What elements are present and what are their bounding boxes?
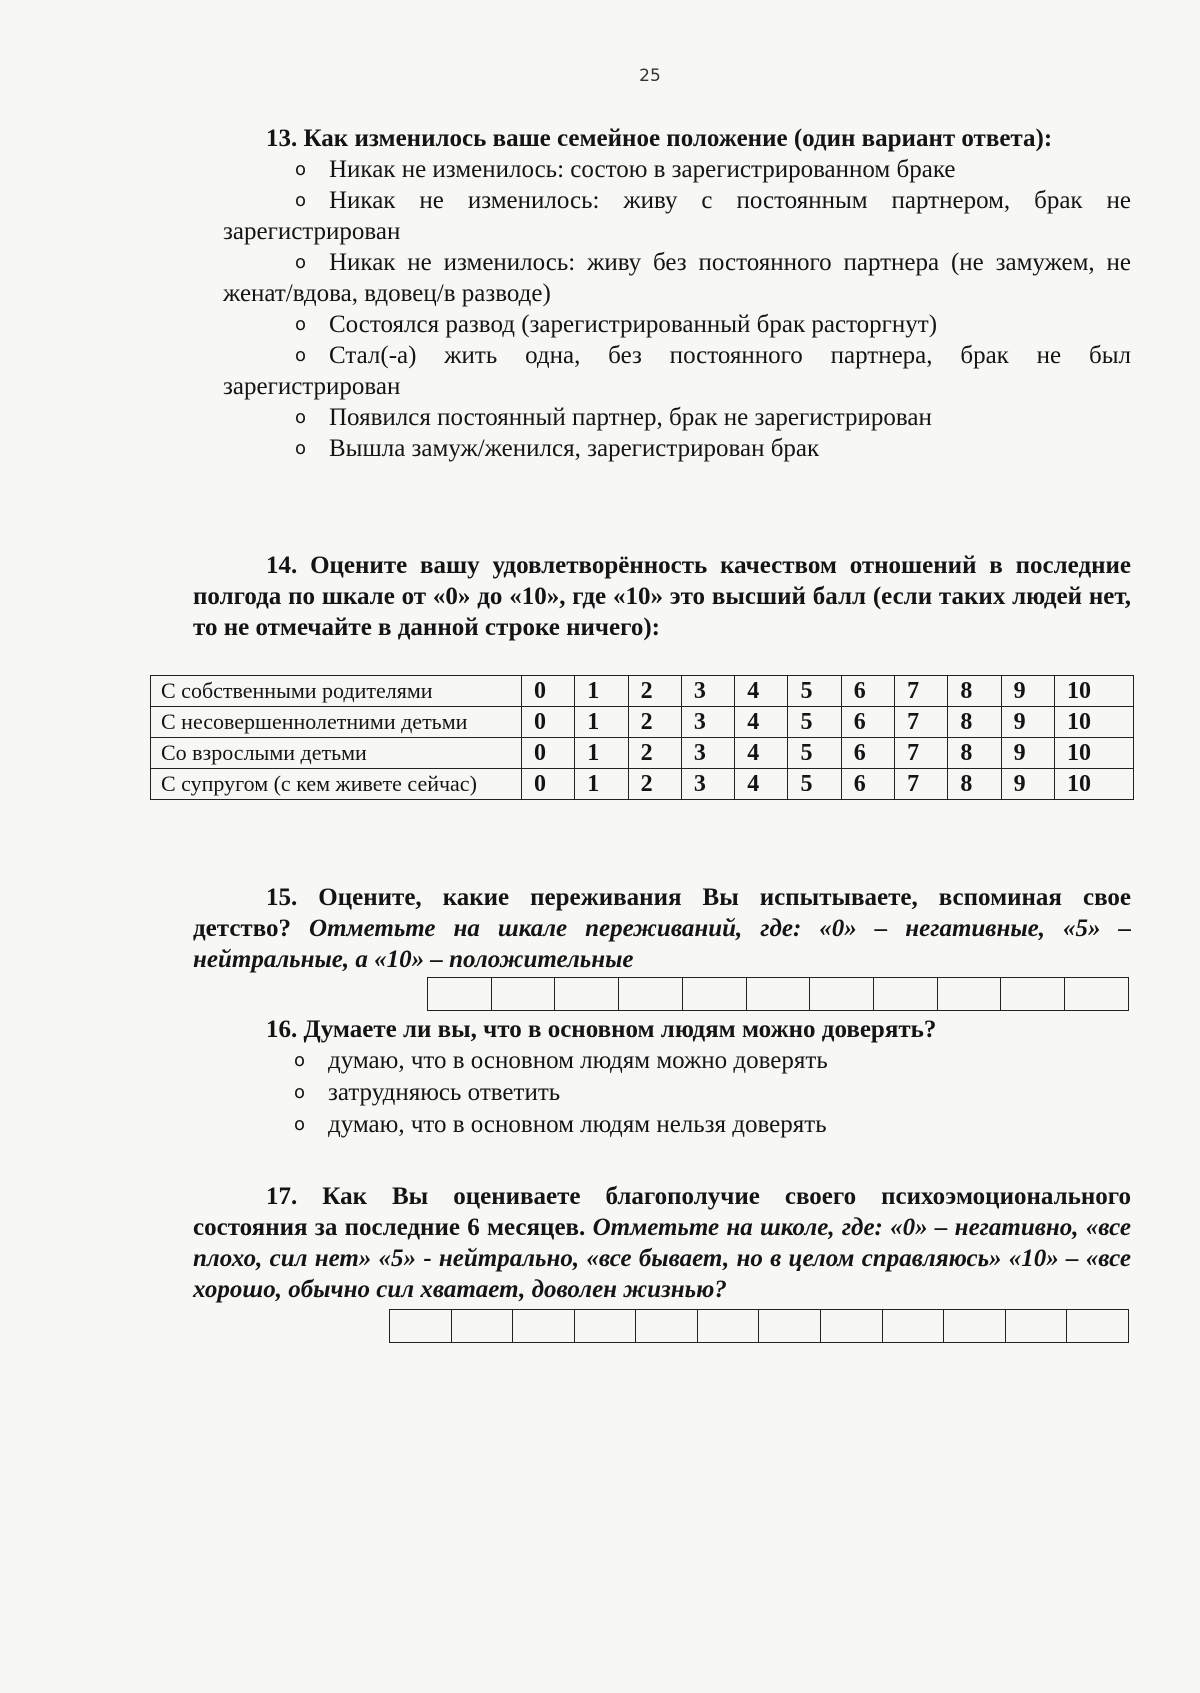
- childhood-scale-cell[interactable]: [1001, 978, 1065, 1011]
- wellbeing-scale-cell[interactable]: [821, 1310, 883, 1343]
- rating-cell-6[interactable]: 6: [841, 707, 894, 738]
- rating-cell-4[interactable]: 4: [735, 738, 788, 769]
- option-label: Стал(-а) жить одна, без постоянного партнера, брак не был зарегистрирован: [223, 342, 1131, 400]
- wellbeing-scale-cell[interactable]: [390, 1310, 452, 1343]
- option-label: Никак не изменилось: живу с постоянным партнером, брак не зарегистрирован: [223, 187, 1131, 245]
- rating-cell-0[interactable]: 0: [522, 707, 575, 738]
- rating-cell-3[interactable]: 3: [681, 676, 734, 707]
- question-17-title-italic: Отметьте на школе, где: «0» – негативно, «все плохо, сил нет» «5» - нейтрально, «все бывает, но в целом справляюсь» «10» – «все хорошо, обычно сил хватает, доволен жизнью?: [193, 1214, 1132, 1303]
- rating-row: [151, 676, 1134, 707]
- option-13-7[interactable]: [193, 433, 1131, 464]
- childhood-scale-cell[interactable]: [874, 978, 938, 1011]
- option-13-4[interactable]: [193, 309, 1131, 340]
- rating-cell-0[interactable]: 0: [522, 769, 575, 800]
- wellbeing-scale-cell[interactable]: [882, 1310, 944, 1343]
- rating-cell-6[interactable]: 6: [841, 738, 894, 769]
- option-13-5[interactable]: [193, 340, 1131, 402]
- rating-cell-9[interactable]: 9: [1001, 707, 1054, 738]
- radio-circle-icon[interactable]: o: [295, 159, 307, 180]
- rating-cell-9[interactable]: 9: [1001, 769, 1054, 800]
- childhood-scale-cell[interactable]: [428, 978, 492, 1011]
- rating-cell-2[interactable]: 2: [628, 738, 681, 769]
- option-13-3[interactable]: [193, 247, 1131, 309]
- question-15-title-italic: Отметьте на шкале переживаний, где: «0» – негативные, «5» – нейтральные, а «10» – положительные: [193, 915, 1131, 973]
- rating-cell-6[interactable]: 6: [841, 769, 894, 800]
- page-number: 25: [639, 66, 661, 86]
- rating-cell-2[interactable]: 2: [628, 707, 681, 738]
- radio-circle-icon[interactable]: o: [295, 407, 307, 428]
- wellbeing-scale-cell[interactable]: [944, 1310, 1006, 1343]
- radio-circle-icon[interactable]: o: [295, 252, 307, 273]
- childhood-experience-scale: [427, 977, 1129, 1011]
- rating-cell-10[interactable]: 10: [1054, 769, 1133, 800]
- option-16-1[interactable]: [193, 1045, 1131, 1077]
- radio-circle-icon[interactable]: o: [294, 1050, 306, 1071]
- rating-row-label: С супругом (с кем живете сейчас): [151, 769, 522, 800]
- radio-circle-icon[interactable]: o: [295, 438, 307, 459]
- radio-circle-icon[interactable]: o: [294, 1114, 306, 1135]
- rating-cell-0[interactable]: 0: [522, 676, 575, 707]
- option-13-1[interactable]: [193, 154, 1131, 185]
- question-17: [193, 1181, 1131, 1305]
- option-label: Появился постоянный партнер, брак не зарегистрирован: [329, 404, 932, 431]
- question-14: [193, 550, 1131, 643]
- rating-cell-3[interactable]: 3: [681, 738, 734, 769]
- rating-row: [151, 707, 1134, 738]
- rating-cell-5[interactable]: 5: [788, 769, 841, 800]
- rating-cell-0[interactable]: 0: [522, 738, 575, 769]
- childhood-scale-cell[interactable]: [1065, 978, 1129, 1011]
- radio-circle-icon[interactable]: o: [295, 345, 307, 366]
- radio-circle-icon[interactable]: o: [295, 314, 307, 335]
- rating-cell-8[interactable]: 8: [948, 738, 1001, 769]
- option-label: Никак не изменилось: состою в зарегистрированном браке: [329, 156, 956, 183]
- option-label: Состоялся развод (зарегистрированный брак расторгнут): [329, 311, 938, 338]
- rating-cell-3[interactable]: 3: [681, 707, 734, 738]
- question-16: [193, 1014, 1131, 1141]
- question-14-title: 14. Оцените вашу удовлетворённость качеством отношений в последние полгода по шкале от «0» до «10», где «10» это высший балл (если таких людей нет, то не отмечайте в данной строке ничего):: [193, 552, 1131, 641]
- option-label: думаю, что в основном людям можно доверять: [328, 1047, 828, 1074]
- rating-row-label: Со взрослыми детьми: [151, 738, 522, 769]
- rating-cell-4[interactable]: 4: [735, 707, 788, 738]
- rating-cell-1[interactable]: 1: [575, 738, 628, 769]
- option-label: затрудняюсь ответить: [328, 1079, 561, 1106]
- wellbeing-scale-cell[interactable]: [1067, 1310, 1129, 1343]
- question-15-title-bold: 15. Оцените, какие переживания Вы испытываете, вспоминая свое детство?: [193, 884, 1131, 942]
- scale-row: [390, 1310, 1129, 1343]
- childhood-scale-cell[interactable]: [682, 978, 746, 1011]
- wellbeing-scale-cell[interactable]: [513, 1310, 575, 1343]
- scale-row: [428, 978, 1129, 1011]
- question-17-title-bold: 17. Как Вы оцениваете благополучие своего психоэмоционального состояния за последние 6 месяцев.: [193, 1183, 1131, 1241]
- rating-cell-10[interactable]: 10: [1054, 707, 1133, 738]
- childhood-scale-cell[interactable]: [619, 978, 683, 1011]
- rating-cell-9[interactable]: 9: [1001, 676, 1054, 707]
- childhood-scale-cell[interactable]: [746, 978, 810, 1011]
- rating-cell-1[interactable]: 1: [575, 676, 628, 707]
- rating-cell-4[interactable]: 4: [735, 769, 788, 800]
- childhood-scale-cell[interactable]: [937, 978, 1001, 1011]
- rating-cell-6[interactable]: 6: [841, 676, 894, 707]
- rating-cell-4[interactable]: 4: [735, 676, 788, 707]
- childhood-scale-cell[interactable]: [810, 978, 874, 1011]
- wellbeing-scale-cell[interactable]: [1005, 1310, 1067, 1343]
- question-16-title: 16. Думаете ли вы, что в основном людям можно доверять?: [266, 1016, 937, 1043]
- rating-cell-2[interactable]: 2: [628, 769, 681, 800]
- question-15: [193, 882, 1131, 975]
- option-16-3[interactable]: [193, 1109, 1131, 1141]
- radio-circle-icon[interactable]: o: [295, 190, 307, 211]
- rating-cell-8[interactable]: 8: [948, 707, 1001, 738]
- question-13: [193, 123, 1131, 464]
- childhood-scale-cell[interactable]: [555, 978, 619, 1011]
- rating-cell-1[interactable]: 1: [575, 769, 628, 800]
- rating-cell-10[interactable]: 10: [1054, 738, 1133, 769]
- rating-row: [151, 769, 1134, 800]
- rating-cell-7[interactable]: 7: [895, 707, 948, 738]
- option-label: думаю, что в основном людям нельзя доверять: [328, 1111, 827, 1138]
- rating-cell-1[interactable]: 1: [575, 707, 628, 738]
- question-16-options: [193, 1045, 1131, 1141]
- option-13-6[interactable]: [193, 402, 1131, 433]
- wellbeing-scale-cell[interactable]: [697, 1310, 759, 1343]
- wellbeing-scale-cell[interactable]: [636, 1310, 698, 1343]
- rating-cell-7[interactable]: 7: [895, 738, 948, 769]
- wellbeing-scale: [389, 1309, 1129, 1343]
- question-13-options: [193, 154, 1131, 464]
- rating-cell-2[interactable]: 2: [628, 676, 681, 707]
- wellbeing-scale-cell[interactable]: [451, 1310, 513, 1343]
- wellbeing-scale-cell[interactable]: [759, 1310, 821, 1343]
- option-label: Вышла замуж/женился, зарегистрирован брак: [329, 435, 820, 462]
- rating-cell-8[interactable]: 8: [948, 676, 1001, 707]
- radio-circle-icon[interactable]: o: [294, 1082, 306, 1103]
- rating-cell-5[interactable]: 5: [788, 738, 841, 769]
- wellbeing-scale-cell[interactable]: [574, 1310, 636, 1343]
- satisfaction-rating-table: [150, 675, 1134, 800]
- rating-cell-9[interactable]: 9: [1001, 738, 1054, 769]
- rating-cell-7[interactable]: 7: [895, 769, 948, 800]
- question-13-title: 13. Как изменилось ваше семейное положение (один вариант ответа):: [266, 125, 1053, 152]
- rating-cell-7[interactable]: 7: [895, 676, 948, 707]
- option-13-2[interactable]: [193, 185, 1131, 247]
- rating-cell-8[interactable]: 8: [948, 769, 1001, 800]
- rating-row-label: С собственными родителями: [151, 676, 522, 707]
- rating-cell-5[interactable]: 5: [788, 707, 841, 738]
- rating-row: [151, 738, 1134, 769]
- question-17-title: [193, 1181, 1131, 1305]
- childhood-scale-cell[interactable]: [491, 978, 555, 1011]
- option-16-2[interactable]: [193, 1077, 1131, 1109]
- rating-cell-5[interactable]: 5: [788, 676, 841, 707]
- question-15-title: [193, 882, 1131, 975]
- rating-row-label: С несовершеннолетними детьми: [151, 707, 522, 738]
- rating-cell-10[interactable]: 10: [1054, 676, 1133, 707]
- option-label: Никак не изменилось: живу без постоянного партнера (не замужем, не женат/вдова, вдовец/в разводе): [223, 249, 1131, 307]
- rating-cell-3[interactable]: 3: [681, 769, 734, 800]
